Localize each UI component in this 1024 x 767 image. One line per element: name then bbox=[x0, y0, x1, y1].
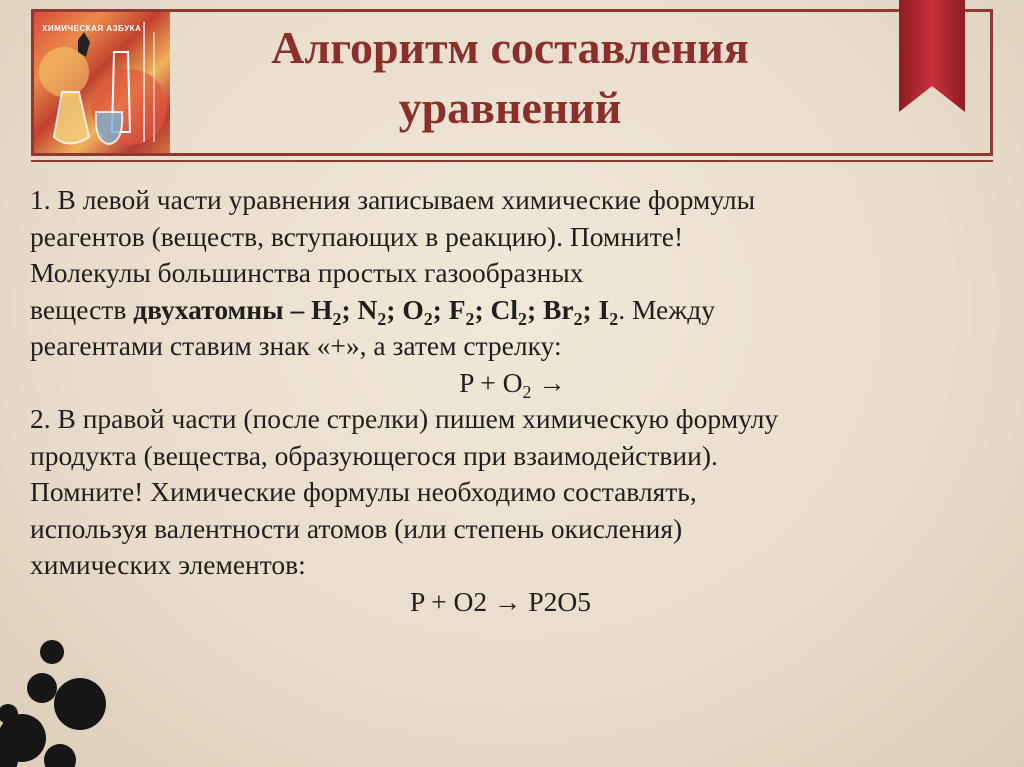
subscript: 2 bbox=[609, 308, 619, 329]
text-span: веществ bbox=[30, 293, 134, 325]
separator: ; bbox=[582, 293, 599, 325]
subscript: 2 bbox=[465, 308, 475, 329]
separator: ; bbox=[432, 293, 449, 325]
separator: ; bbox=[386, 293, 403, 325]
header-divider bbox=[31, 160, 993, 162]
step2-line2: продукта (вещества, образующегося при взаимодействии). bbox=[30, 439, 718, 471]
lab-flasks-icon bbox=[34, 12, 170, 153]
chemistry-logo bbox=[34, 12, 170, 153]
step1-line5: реагентами ставим знак «+», а затем стрелку: bbox=[30, 330, 562, 361]
diatomic-formulas bbox=[133, 293, 619, 329]
ink-blots-icon bbox=[0, 620, 120, 767]
formula-o: O bbox=[402, 293, 424, 325]
step1-line2: реагентов (веществ, вступающих в реакцию). Помните! bbox=[30, 220, 684, 252]
step1-line1: 1. В левой части уравнения записываем химические формулы bbox=[30, 184, 756, 215]
logo-text: ХИМИЧЕСКАЯ АЗБУКА bbox=[42, 24, 142, 33]
formula-i: I bbox=[598, 293, 610, 325]
separator: ; bbox=[526, 293, 543, 325]
formula-f: F bbox=[448, 293, 466, 325]
text-span: . Между bbox=[618, 293, 715, 325]
bookmark-ribbon-icon bbox=[899, 0, 965, 112]
step2-line1: 2. В правой части (после стрелки) пишем химическую формулу bbox=[30, 403, 779, 434]
equation-full: P + O2 → P2O5 bbox=[410, 585, 592, 617]
separator: ; bbox=[474, 293, 491, 325]
formula-h: H bbox=[311, 293, 333, 325]
equation-part: P + O bbox=[459, 366, 523, 398]
algorithm-text bbox=[30, 182, 995, 620]
subscript: 2 bbox=[573, 308, 583, 329]
subscript: 2 bbox=[377, 308, 387, 329]
title-line-1: Алгоритм составления bbox=[271, 22, 749, 73]
subscript: 2 bbox=[332, 308, 342, 329]
step2-line5: химических элементов: bbox=[30, 549, 306, 580]
formula-cl: Cl bbox=[490, 293, 519, 325]
step1-line3: Молекулы большинства простых газообразных bbox=[30, 257, 584, 288]
separator: ; bbox=[341, 293, 358, 325]
bold-label: двухатомны – bbox=[133, 293, 312, 325]
equation-reactants bbox=[30, 365, 995, 402]
step1-line4 bbox=[30, 292, 995, 329]
formula-br: Br bbox=[543, 293, 574, 325]
formula-n: N bbox=[357, 293, 378, 325]
arrow: → bbox=[531, 366, 566, 398]
page-title bbox=[180, 18, 840, 138]
step2-line3: Помните! Химические формулы необходимо составлять, bbox=[30, 476, 697, 507]
title-line-2: уравнений bbox=[398, 82, 622, 133]
subscript: 2 bbox=[522, 381, 532, 402]
subscript: 2 bbox=[423, 308, 433, 329]
step2-line4: используя валентности атомов (или степень окисления) bbox=[30, 512, 683, 544]
subscript: 2 bbox=[518, 308, 527, 329]
